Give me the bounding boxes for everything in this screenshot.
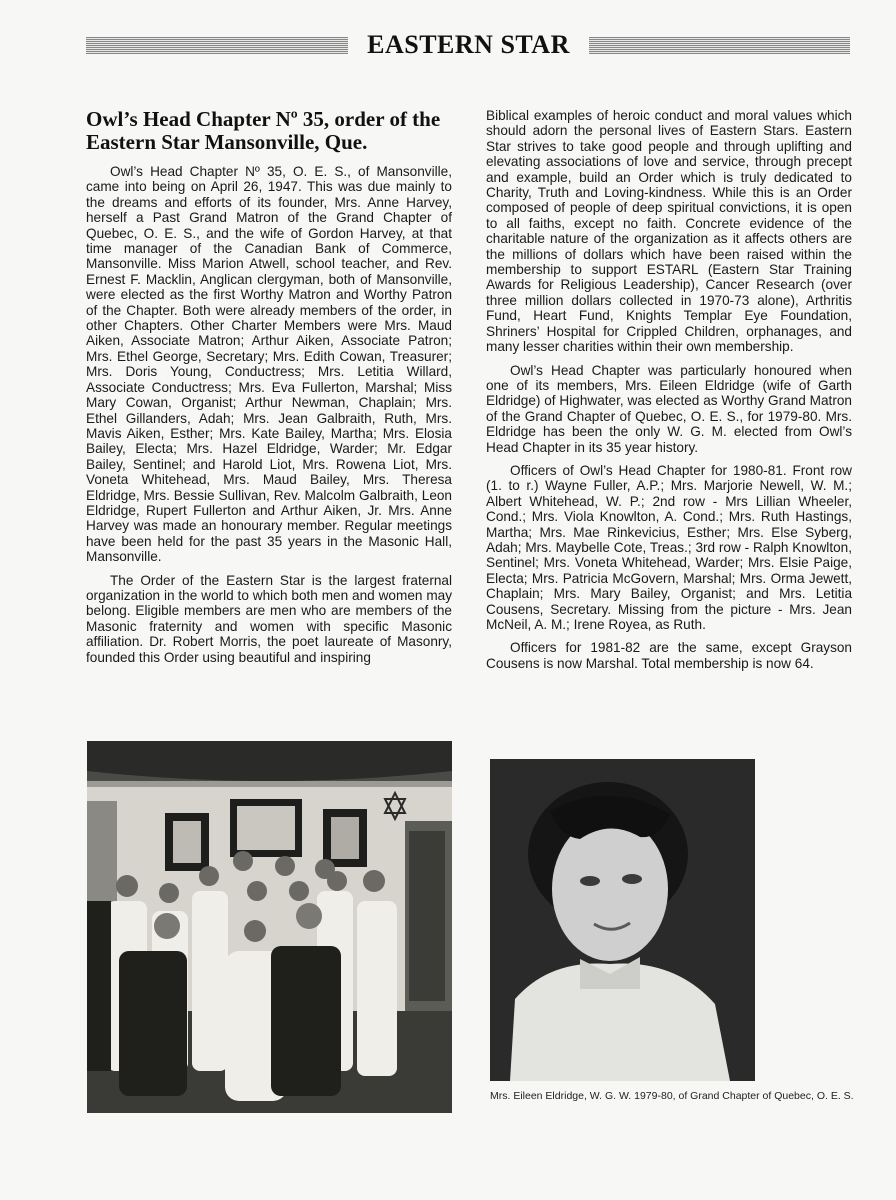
paragraph-grand-matron: Owl’s Head Chapter was particularly honoured when one of its members, Mrs. Eileen Eldridge (wife of Garth Eldridge) of Highwater, was elected as Worthy Grand Matron of the Grand Chapter of Quebec, O. E. S., for 1979-80. Mrs. Eldridge has been the only W. G. M. elected from Owl’s Head Chapter in its 35 year history. xyxy=(486,362,852,455)
paragraph-order-intro: The Order of the Eastern Star is the largest fraternal organization in the world to which both men and women may belong. Eligible members are men who are members of the Masonic fraternity and women with specific Masonic affiliation. Dr. Robert Morris, the poet laureate of Masonry, founded this Order using beautiful and inspiring xyxy=(86,572,452,665)
header-rule-left xyxy=(86,37,348,54)
paragraph-history: Owl’s Head Chapter Nº 35, O. E. S., of Mansonville, came into being on April 26, 1947. This was due mainly to the dreams and efforts of its founder, Mrs. Anne Harvey, herself a Past Grand Matron of the Grand Chapter of Quebec, O. E. S., and the wife of Gordon Harvey, at that time manager of the Canadian Bank of Commerce, Mansonville. Miss Marion Atwell, school teacher, and Rev. Ernest F. Macklin, Anglican clergyman, both of Mansonville, were elected as the first Worthy Matron and Worthy Patron of the Chapter. Both were already members of the order, in other Chapters. Other Charter Members were Mrs. Maud Aiken, Associate Matron; Arthur Aiken, Associate Patron; Mrs. Ethel George, Secretary; Mrs. Edith Cowan, Treasurer; Mrs. Doris Young, Conductress; Mrs. Letitia Willard, Associate Conductress; Mrs. Eva Fullerton, Marshal; Miss Mary Cowan, Organist; Arthur Newman, Chaplain; Mrs. Ethel Gillanders, Adah; Mrs. Jean Galbraith, Ruth, Mrs. Mavis Aiken, Esther; Mrs. Kate Bailey, Martha; Mrs. Elosia Bailey, Electa; Mrs. Hazel Eldridge, Warder; Mr. Edgar Bailey, Sentinel; and Harold Liot, Mrs. Rowena Liot, Mrs. Voneta Whitehead, Mrs. Maud Bailey, Mrs. Theresa Eldridge, Mrs. Bessie Sullivan, Rev. Malcolm Galbraith, Leon Eldridge, Rupert Fullerton and Arthur Aiken, Jr. Mrs. Anne Harvey was made an honourary member. Regular meetings have been held for the past 35 years in the Masonic Hall, Mansonville. xyxy=(86,164,452,565)
portrait-caption: Mrs. Eileen Eldridge, W. G. W. 1979-80, of Grand Chapter of Quebec, O. E. S. xyxy=(490,1090,854,1102)
section-header xyxy=(86,30,850,59)
portrait-photo xyxy=(490,759,755,1081)
article-column-left xyxy=(86,108,452,673)
paragraph-officers-1981: Officers for 1981-82 are the same, except Grayson Cousens is now Marshal. Total membership is now 64. xyxy=(486,640,852,671)
article-title: Owl’s Head Chapter Nº 35, order of the Eastern Star Mansonville, Que. xyxy=(86,107,441,154)
group-photo xyxy=(87,741,452,1113)
paragraph-order-continued: Biblical examples of heroic conduct and moral values which should adorn the personal lives of Eastern Stars. Eastern Star strives to take good people and through uplifting and elevating associations of love and service, through precept and example, build an Order which is truly dedicated to Charity, Truth and Loving-kindness. While this is an Order composed of people of deep spiritual convictions, it is open to all faiths, except no faith. Concrete evidence of the charitable nature of the organization as it affects others are the millions of dollars which have been raised within the membership to support ESTARL (Eastern Star Training Awards for Religious Leadership), Cancer Research (over three million dollars collected in 1970-73 alone), Arthritis Fund, Heart Fund, Knights Templar Eye Foundation, Shriners’ Hospital for Crippled Children, orphanages, and many lesser charities within their own membership. xyxy=(486,108,852,355)
paragraph-officers-1980: Officers of Owl’s Head Chapter for 1980-81. Front row (1. to r.) Wayne Fuller, A.P.; Mrs. Marjorie Newell, W. M.; Albert Whitehead, W. P.; 2nd row - Mrs Lillian Wheeler, Cond.; Mrs. Viola Knowlton, A. Cond.; Mrs. Ruth Hastings, Martha; Mrs. Mae Rinkevicius, Esther; Mrs. Else Syberg, Adah; Mrs. Maybelle Cote, Treas.; 3rd row - Ralph Knowlton, Sentinel; Mrs. Voneta Whitehead, Warder; Mrs. Elsie Paige, Electa; Mrs. Patricia McGovern, Marshal; Mrs. Orma Jewett, Chaplain; Mrs. Mary Bailey, Organist; and Mrs. Letitia Cousens, Secretary. Missing from the picture - Mrs. Jean McNeil, A. M.; Irene Royea, as Ruth. xyxy=(486,462,852,632)
article-column-right xyxy=(486,108,852,679)
header-rule-right xyxy=(589,37,850,54)
section-title: EASTERN STAR xyxy=(367,30,570,59)
